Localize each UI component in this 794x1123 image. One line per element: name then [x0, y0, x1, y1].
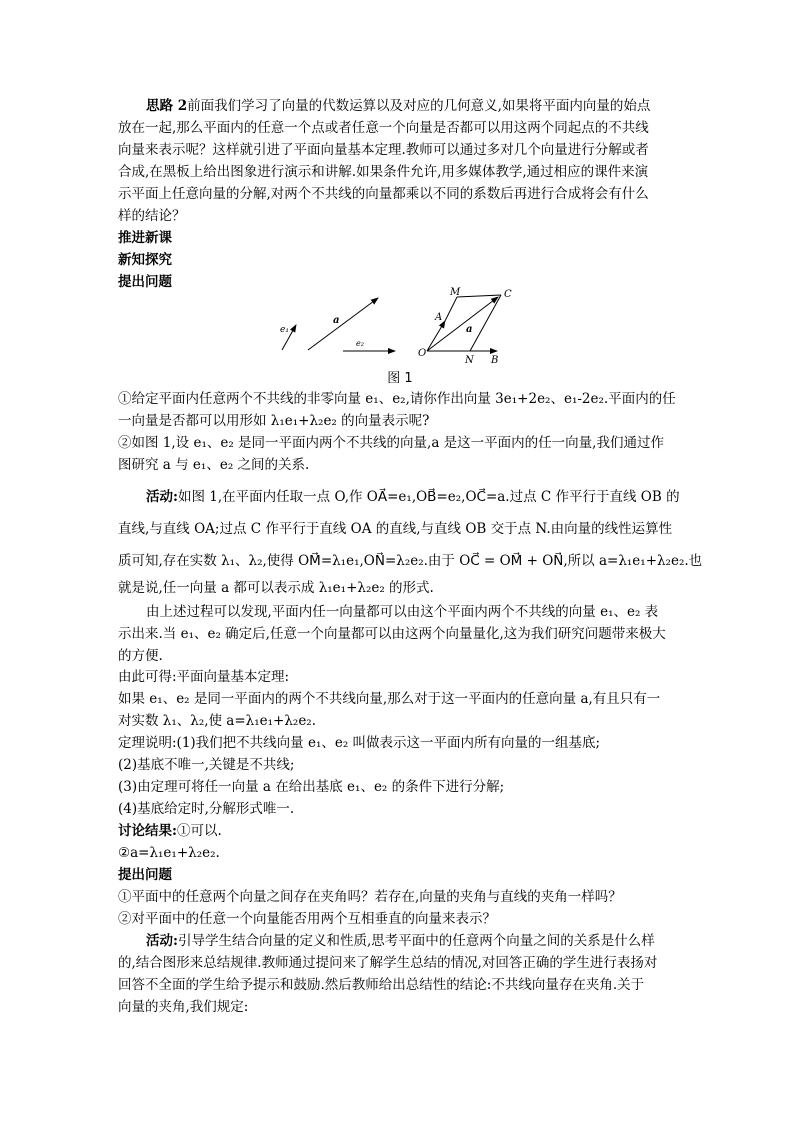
segment-AM — [445, 297, 457, 321]
vector-OC — [427, 297, 498, 351]
theorem-line: 如果 e₁、e₂ 是同一平面内的两个不共线向量,那么对于这一平面内的任意向量 a,有且只有一 — [118, 691, 661, 707]
label-N: N — [465, 355, 474, 366]
question-1-line: 一向量是否都可以用形如 λ₁e₁+λ₂e₂ 的向量表示呢? — [118, 413, 430, 429]
section-heading: 推进新课 — [118, 230, 172, 246]
activity-line: 回答不全面的学生给予提示和鼓励.然后教师给出总结性的结论:不共线向量存在夹角.关于 — [118, 977, 645, 993]
discussion-line: 讨论结果:①可以. — [118, 823, 222, 839]
theorem-note: (2)基底不唯一,关键是不共线; — [118, 757, 295, 773]
theorem-note: 定理说明:(1)我们把不共线向量 e₁、e₂ 叫做表示这一平面内所有向量的一组基底; — [118, 735, 601, 751]
paragraph-line: 向量来表示呢？这样就引进了平面向量基本定理.教师可以通过多对几个向量进行分解或者 — [118, 142, 649, 158]
figure-svg — [270, 280, 530, 372]
discussion-line: ②a=λ₁e₁+λ₂e₂. — [118, 845, 220, 861]
activity-line: 就是说,任一向量 a 都可以表示成 λ₁e₁+λ₂e₂ 的形式. — [118, 580, 434, 596]
discussion-label: 讨论结果: — [118, 823, 177, 839]
label-a-2: a — [466, 324, 473, 335]
question-4-line: ②对平面中的任意一个向量能否用两个互相垂直的向量来表示？ — [118, 911, 496, 927]
paragraph-line: 示平面上任意向量的分解,对两个不共线的向量都乘以不同的系数后再进行合成将会有什么 — [118, 186, 649, 202]
theorem-line: 对实数 λ₁、λ₂,使 a=λ₁e₁+λ₂e₂. — [118, 713, 317, 729]
segment-MC — [457, 295, 501, 297]
question-2-line: 图研究 a 与 e₁、e₂ 之间的关系. — [118, 457, 310, 473]
paragraph-line: 思路 2前面我们学习了向量的代数运算以及对应的几何意义,如果将平面内向量的始点 — [146, 98, 651, 114]
section-heading: 提出问题 — [118, 274, 172, 290]
activity-label: 活动: — [146, 933, 178, 949]
paragraph-line: 放在一起,那么平面内的任意一个点或者任意一个向量是否都可以用这两个同起点的不共线 — [118, 120, 649, 136]
paragraph-line: 由上述过程可以发现,平面内任一向量都可以由这个平面内两个不共线的向量 e₁、e₂ 表 — [146, 604, 659, 620]
label-A: A — [435, 312, 443, 323]
label-e2: e₂ — [356, 339, 364, 348]
idea-label: 思路 2 — [146, 98, 188, 114]
activity-line: 的,结合图形来总结规律.教师通过提问来了解学生总结的情况,对回答正确的学生进行表扬对 — [118, 955, 658, 971]
figure-caption: 图 1 — [387, 371, 413, 386]
vector-a-arrow — [308, 298, 378, 350]
paragraph-line: 示出来.当 e₁、e₂ 确定后,任意一个向量都可以由这两个向量量化,这为我们研究问题带来极大 — [118, 626, 666, 642]
activity-line: 向量的夹角,我们规定: — [118, 999, 249, 1015]
activity-line: 活动:如图 1,在平面内任取一点 O,作 OA⃗=e₁,OB⃗=e₂,OC⃗=a.过点 C 作平行于直线 OB 的 — [146, 489, 680, 505]
activity-line: 直线,与直线 OA;过点 C 作平行于直线 OA 的直线,与直线 OB 交于点 N.由向量的线性运算性 — [118, 521, 673, 537]
vector-figure — [270, 280, 530, 372]
label-a: a — [333, 315, 340, 326]
question-1-line: ①给定平面内任意两个不共线的非零向量 e₁、e₂,请你作出向量 3e₁+2e₂、e₁-2e₂.平面内的任 — [118, 391, 676, 407]
section-heading: 新知探究 — [118, 252, 172, 268]
question-3-line: ①平面中的任意两个向量之间存在夹角吗？若存在,向量的夹角与直线的夹角一样吗？ — [118, 889, 622, 905]
label-C: C — [504, 289, 512, 300]
theorem-note: (4)基底给定时,分解形式唯一. — [118, 801, 295, 817]
paragraph-line: 合成,在黑板上给出图象进行演示和讲解.如果条件允许,用多媒体教学,通过相应的课件来演 — [118, 164, 649, 180]
paragraph-line: 样的结论？ — [118, 208, 186, 224]
theorem-note: (3)由定理可将任一向量 a 在给出基底 e₁、e₂ 的条件下进行分解; — [118, 779, 505, 795]
label-O: O — [418, 348, 427, 359]
activity-line: 质可知,存在实数 λ₁、λ₂,使得 OM⃗=λ₁e₁,ON⃗=λ₂e₂.由于 OC⃗ = OM⃗ + ON⃗,所以 a=λ₁e₁+λ₂e₂.也 — [118, 553, 703, 569]
section-heading: 提出问题 — [118, 867, 172, 883]
question-2-line: ②如图 1,设 e₁、e₂ 是同一平面内两个不共线的向量,a 是这一平面内的任一向量,我们通过作 — [118, 435, 664, 451]
label-B: B — [491, 355, 499, 366]
vector-OA — [427, 321, 445, 351]
label-e1: e₁ — [280, 325, 289, 335]
segment-CN — [470, 295, 501, 351]
theorem-intro: 由此可得:平面向量基本定理: — [118, 669, 290, 685]
label-M: M — [450, 287, 461, 298]
activity-label: 活动: — [146, 489, 178, 505]
paragraph-line: 的方便. — [118, 648, 163, 664]
activity-line: 活动:引导学生结合向量的定义和性质,思考平面中的任意两个向量之间的关系是什么样 — [146, 933, 655, 949]
